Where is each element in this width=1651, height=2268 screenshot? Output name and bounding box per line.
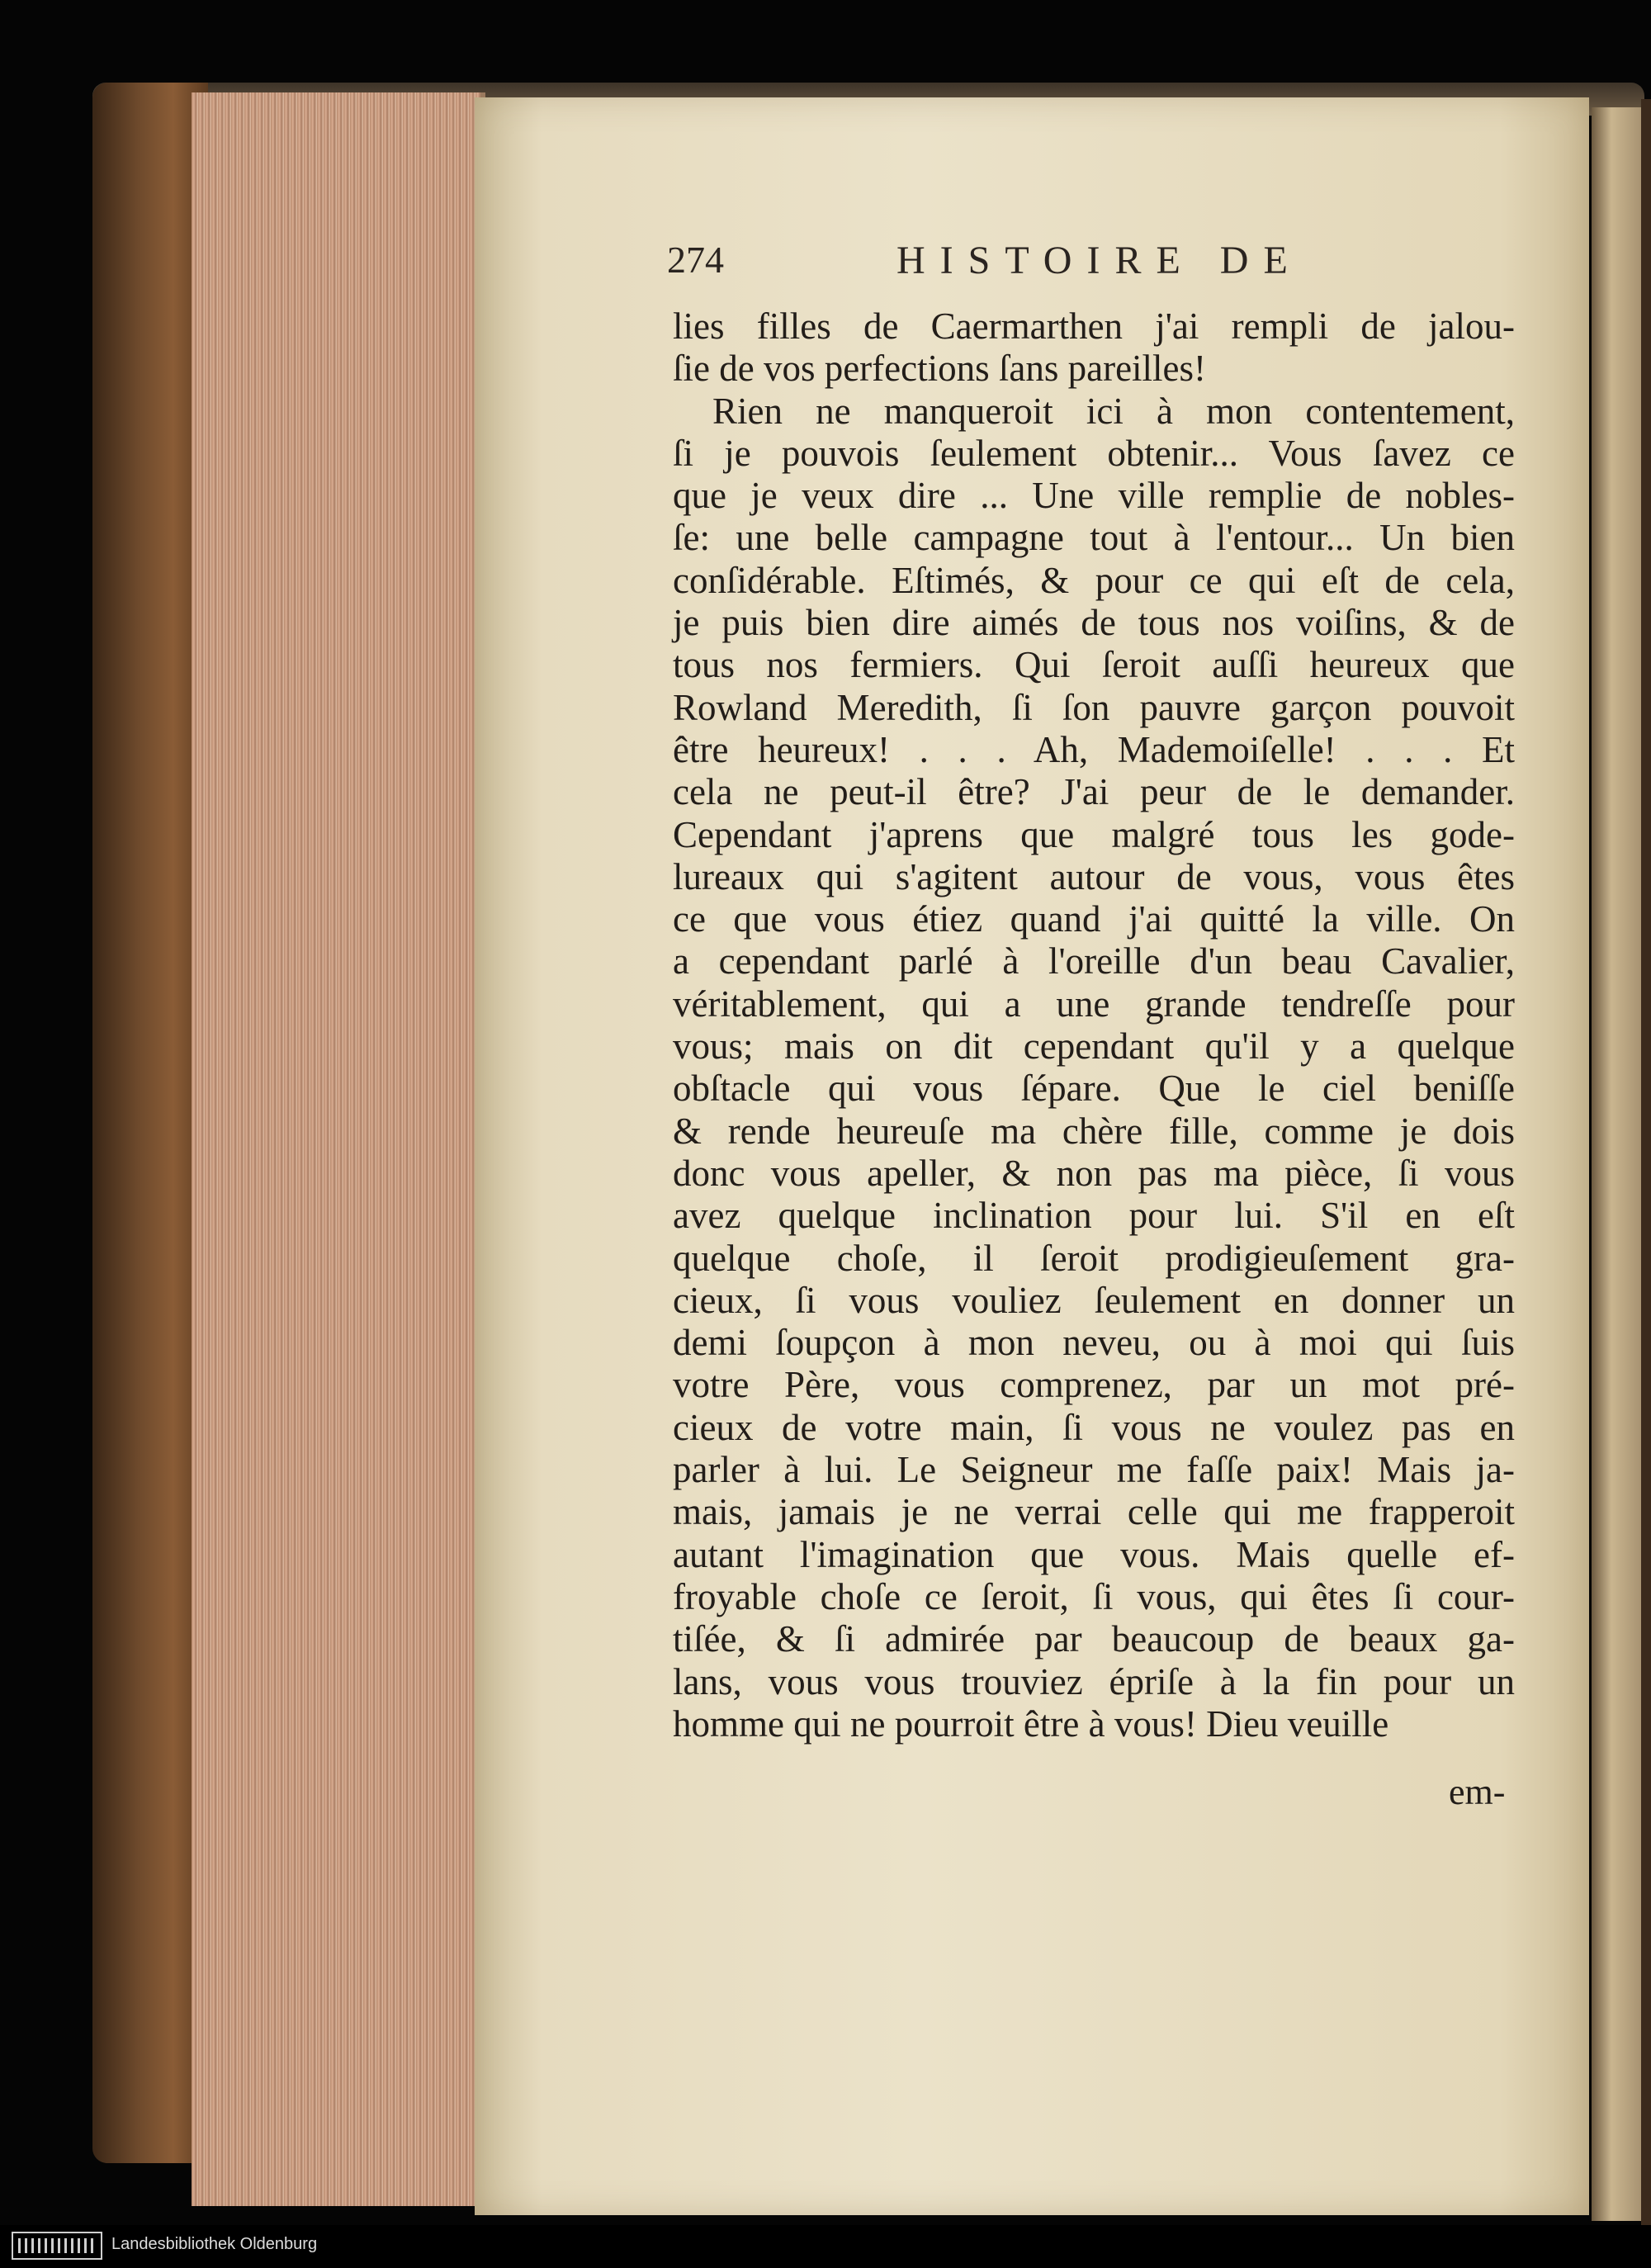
text-line: être heureux! . . . Ah, Mademoiſelle! . . . Et xyxy=(673,728,1515,770)
text-line: froyable choſe ce ſeroit, ſi vous, qui êtes ſi cour- xyxy=(673,1575,1515,1617)
text-line: tous nos fermiers. Qui ſeroit auſſi heureux que xyxy=(673,644,1515,686)
text-line: ſe: une belle campagne tout à l'entour... Un bien xyxy=(673,517,1515,559)
book-cover-right xyxy=(1641,99,1651,2229)
book-cover-left xyxy=(92,83,208,2163)
institution-name: Landesbibliothek Oldenburg xyxy=(111,2235,318,2253)
viewer-footer xyxy=(0,2225,1651,2268)
text-line: cieux de votre main, ſi vous ne voulez pas en xyxy=(673,1406,1515,1448)
text-line: Cependant j'aprens que malgré tous les gode- xyxy=(673,813,1515,855)
text-line: & rende heureuſe ma chère fille, comme je dois xyxy=(673,1110,1515,1152)
text-line: avez quelque inclination pour lui. S'il en eſt xyxy=(673,1195,1515,1237)
text-line: cieux, ſi vous vouliez ſeulement en donner un xyxy=(673,1279,1515,1321)
text-line: ſi je pouvois ſeulement obtenir... Vous ſavez ce xyxy=(673,432,1515,474)
page-text xyxy=(673,305,1515,1745)
text-line: tiſée, & ſi admirée par beaucoup de beaux ga- xyxy=(673,1618,1515,1660)
page-number: 274 xyxy=(667,239,724,281)
catchword: em- xyxy=(1449,1772,1506,1812)
text-line: Rien ne manqueroit ici à mon contentement, xyxy=(712,390,1515,432)
text-line: lies filles de Caermarthen j'ai rempli de jalou- xyxy=(673,305,1515,347)
library-logo-icon xyxy=(12,2232,102,2260)
text-line: ce que vous étiez quand j'ai quitté la ville. On xyxy=(673,898,1515,940)
text-line: je puis bien dire aimés de tous nos voiſins, & de xyxy=(673,602,1515,644)
text-line: cela ne peut-il être? J'ai peur de le demander. xyxy=(673,771,1515,813)
text-line: donc vous apeller, & non pas ma pièce, ſi vous xyxy=(673,1152,1515,1194)
page-fore-edge xyxy=(192,92,485,2206)
text-line: demi ſoupçon à mon neveu, ou à moi qui ſuis xyxy=(673,1322,1515,1364)
text-line: ſie de vos perfections ſans pareilles! xyxy=(673,348,1207,390)
text-line: Rowland Meredith, ſi ſon pauvre garçon pouvoit xyxy=(673,686,1515,728)
text-line: votre Père, vous comprenez, par un mot pré- xyxy=(673,1364,1515,1406)
text-line: lureaux qui s'agitent autour de vous, vous êtes xyxy=(673,855,1515,897)
text-line: que je veux dire ... Une ville remplie de nobles- xyxy=(673,475,1515,517)
text-line: parler à lui. Le Seigneur me faſſe paix! Mais ja- xyxy=(673,1449,1515,1491)
text-line: autant l'imagination que vous. Mais quelle ef- xyxy=(673,1533,1515,1575)
text-line: lans, vous vous trouviez épriſe à la fin pour un xyxy=(673,1660,1515,1702)
text-line: obſtacle qui vous ſépare. Que le ciel beniſſe xyxy=(673,1068,1515,1110)
text-line: a cependant parlé à l'oreille d'un beau Cavalier, xyxy=(673,940,1515,982)
text-line: véritablement, qui a une grande tendreſſe pour xyxy=(673,982,1515,1025)
text-line: quelque choſe, il ſeroit prodigieuſement gra- xyxy=(673,1237,1515,1279)
text-line: homme qui ne pourroit être à vous! Dieu veuille xyxy=(673,1702,1389,1745)
text-line: conſidérable. Eſtimés, & pour ce qui eſt de cela, xyxy=(673,559,1515,601)
text-line: vous; mais on dit cependant qu'il y a quelque xyxy=(673,1025,1515,1068)
facing-page-edge xyxy=(1592,107,1641,2221)
text-line: mais, jamais je ne verrai celle qui me frapperoit xyxy=(673,1491,1515,1533)
page-header xyxy=(667,238,1534,287)
running-title: HISTOIRE DE xyxy=(896,239,1303,282)
